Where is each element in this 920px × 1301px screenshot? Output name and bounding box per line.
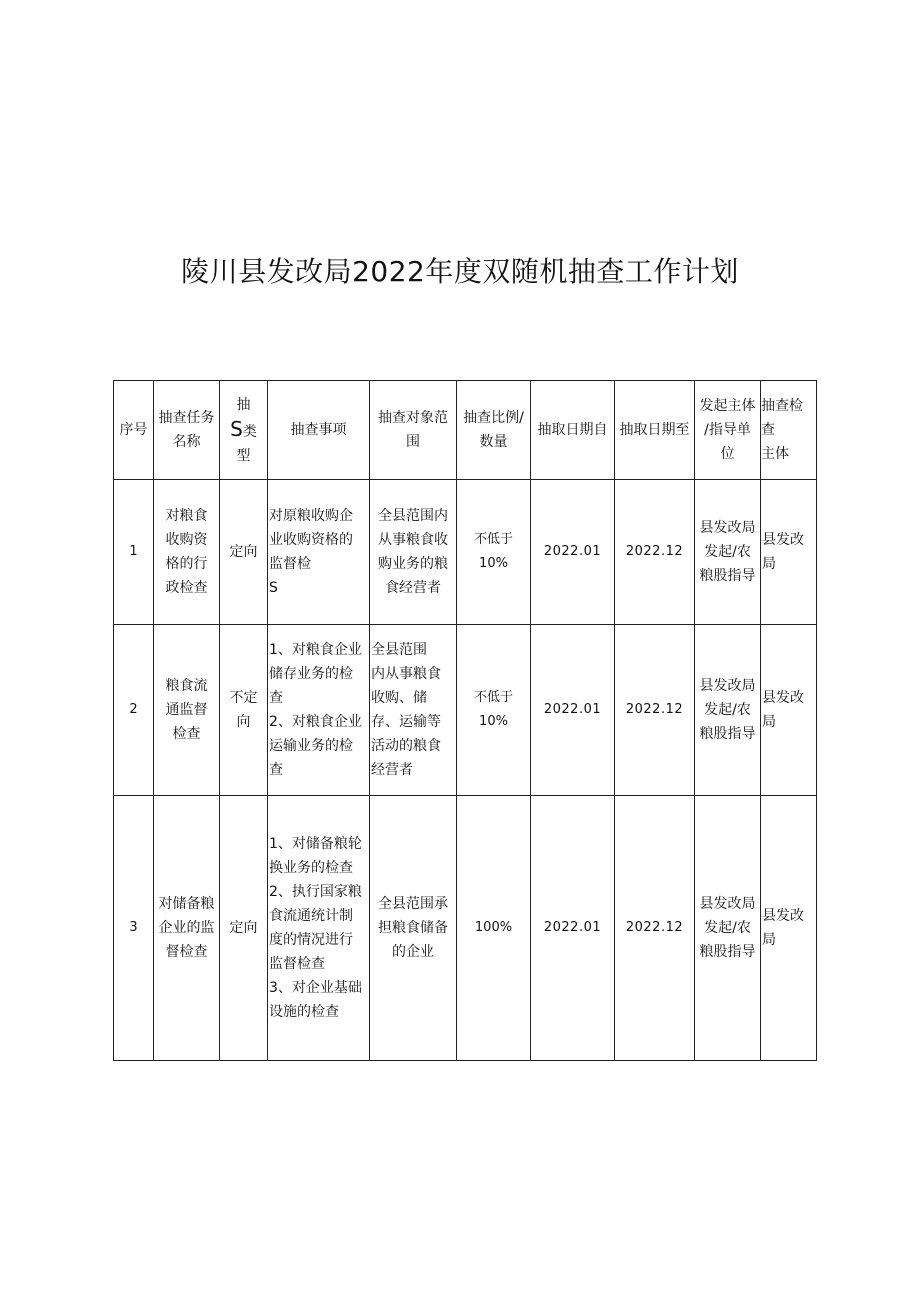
header-type — [220, 381, 268, 480]
row-items: 1、对粮食企业 储存业务的检 查 2、对粮食企业 运输业务的检 查 — [268, 625, 370, 796]
row-ratio: 100% — [457, 796, 531, 1061]
header-initiator: 发起主体 /指导单 位 — [695, 381, 761, 480]
header-date-from: 抽取日期自 — [531, 381, 615, 480]
table-row — [114, 480, 817, 625]
row-initiator: 县发改局 发起/农 粮股指导 — [695, 625, 761, 796]
row-initiator: 县发改局 发起/农 粮股指导 — [695, 796, 761, 1061]
row-date-from: 2022.01 — [531, 796, 615, 1061]
row-date-to: 2022.12 — [615, 480, 695, 625]
row-ratio: 不低于 10% — [457, 625, 531, 796]
row-target: 全县范围内 从事粮食收 购业务的粮 食经营者 — [370, 480, 457, 625]
row-seq: 1 — [114, 480, 154, 625]
header-target: 抽查对象范 围 — [370, 381, 457, 480]
row-inspector: 县发改 局 — [761, 480, 817, 625]
table-header-row — [114, 381, 817, 480]
table-row — [114, 625, 817, 796]
row-inspector: 县发改 局 — [761, 625, 817, 796]
row-target: 全县范围 内从事粮食 收购、储 存、运输等 活动的粮食 经营者 — [370, 625, 457, 796]
row-date-from: 2022.01 — [531, 625, 615, 796]
header-type-line2: 类 — [242, 423, 257, 440]
row-task-name: 对储备粮 企业的监 督检查 — [154, 796, 220, 1061]
row-items: 1、对储备粮轮 换业务的检查 2、执行国家粮 食流通统计制 度的情况进行 监督检查 3、对企业基础 设施的检查 — [268, 796, 370, 1061]
row-initiator: 县发改局 发起/农 粮股指导 — [695, 480, 761, 625]
row-date-from: 2022.01 — [531, 480, 615, 625]
header-ratio: 抽查比例/ 数量 — [457, 381, 531, 480]
header-inspector: 抽查检 查 主体 — [761, 381, 817, 480]
row-seq: 3 — [114, 796, 154, 1061]
inspection-plan-table — [113, 380, 817, 1061]
header-type-s: S — [230, 416, 243, 441]
header-type-line1: 抽 — [236, 396, 251, 413]
row-type: 定向 — [220, 480, 268, 625]
row-date-to: 2022.12 — [615, 625, 695, 796]
row-type: 定向 — [220, 796, 268, 1061]
header-seq: 序号 — [114, 381, 154, 480]
header-task-name: 抽查任务 名称 — [154, 381, 220, 480]
row-target: 全县范围承 担粮食储备 的企业 — [370, 796, 457, 1061]
row-seq: 2 — [114, 625, 154, 796]
header-date-to: 抽取日期至 — [615, 381, 695, 480]
row-task-name: 对粮食 收购资 格的行 政检查 — [154, 480, 220, 625]
page-title: 陵川县发改局2022年度双随机抽查工作计划 — [181, 255, 739, 288]
row-inspector: 县发改 局 — [761, 796, 817, 1061]
row-ratio: 不低于 10% — [457, 480, 531, 625]
row-date-to: 2022.12 — [615, 796, 695, 1061]
header-type-line3: 型 — [236, 447, 251, 464]
header-items: 抽查事项 — [268, 381, 370, 480]
row-task-name: 粮食流 通监督 检查 — [154, 625, 220, 796]
row-type: 不定 向 — [220, 625, 268, 796]
table-row — [114, 796, 817, 1061]
row-items: 对原粮收购企 业收购资格的 监督检 S — [268, 480, 370, 625]
